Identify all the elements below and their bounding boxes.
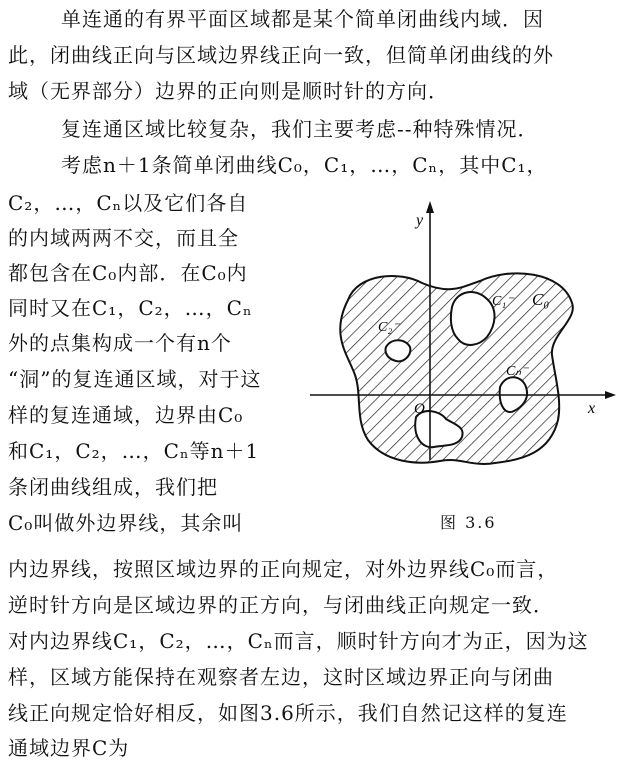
label-cn: Cₙ⁻ bbox=[506, 364, 529, 379]
text-line-20: 线正向规定恰好相反，如图3.6所示，我们自然记这样的复连 bbox=[8, 701, 568, 725]
x-axis-arrow bbox=[605, 391, 616, 399]
text-line-9: 同时又在C₁，C₂，…，Cₙ bbox=[8, 296, 253, 320]
text-line-12: 样的复连通域，边界由C₀ bbox=[8, 403, 244, 427]
text-line-18: 对内边界线C₁，C₂，…，Cₙ而言，顺时针方向才为正，因为这 bbox=[8, 629, 589, 653]
text-line-3: 域（无界部分）边界的正向则是顺时针的方向． bbox=[8, 79, 449, 103]
text-line-6: C₂，…，Cₙ以及它们各自 bbox=[8, 191, 249, 215]
y-axis-arrow bbox=[426, 201, 434, 213]
text-line-5: 考虑n＋1条简单闭曲线C₀，C₁，…，Cₙ，其中C₁， bbox=[40, 153, 548, 177]
label-x-axis: x bbox=[588, 400, 596, 417]
text-line-8: 都包含在C₀内部．在C₀内 bbox=[8, 261, 248, 285]
text-line-14: 条闭曲线组成，我们把 bbox=[8, 475, 218, 499]
text-line-13: 和C₁，C₂，…，Cₙ等n＋1 bbox=[8, 439, 260, 463]
text-line-21: 通域边界C为 bbox=[8, 736, 130, 760]
text-line-1: 单连通的有界平面区域都是某个简单闭曲线内域．因 bbox=[40, 7, 544, 31]
label-c1: C₁⁻ bbox=[492, 294, 514, 309]
label-y-axis: y bbox=[416, 212, 424, 229]
label-c0: C₀ bbox=[532, 290, 550, 309]
text-line-17: 逆时针方向是区域边界的正方向，与闭曲线正向规定一致． bbox=[8, 593, 554, 617]
text-line-4: 复连通区域比较复杂，我们主要考虑--种特殊情况． bbox=[40, 117, 539, 141]
text-line-15: C₀叫做外边界线，其余叫 bbox=[8, 511, 244, 535]
text-line-11: “洞”的复连通区域，对于这 bbox=[8, 367, 262, 391]
text-line-19: 样，区域方能保持在观察者左边，这时区域边界正向与闭曲 bbox=[8, 665, 554, 689]
text-line-2: 此，闭曲线正向与区域边界线正向一致，但简单闭曲线的外 bbox=[8, 43, 554, 67]
text-line-10: 外的点集构成一个有n个 bbox=[8, 331, 232, 355]
figure-3-6 bbox=[300, 195, 638, 540]
text-line-16: 内边界线，按照区域边界的正向规定，对外边界线C₀而言， bbox=[8, 557, 559, 581]
label-c2: C₂⁻ bbox=[378, 320, 400, 335]
text-line-7: 的内域两两不交，而且全 bbox=[8, 226, 239, 250]
label-origin: O bbox=[414, 401, 425, 417]
figure-caption: 图 3.6 bbox=[440, 513, 497, 532]
